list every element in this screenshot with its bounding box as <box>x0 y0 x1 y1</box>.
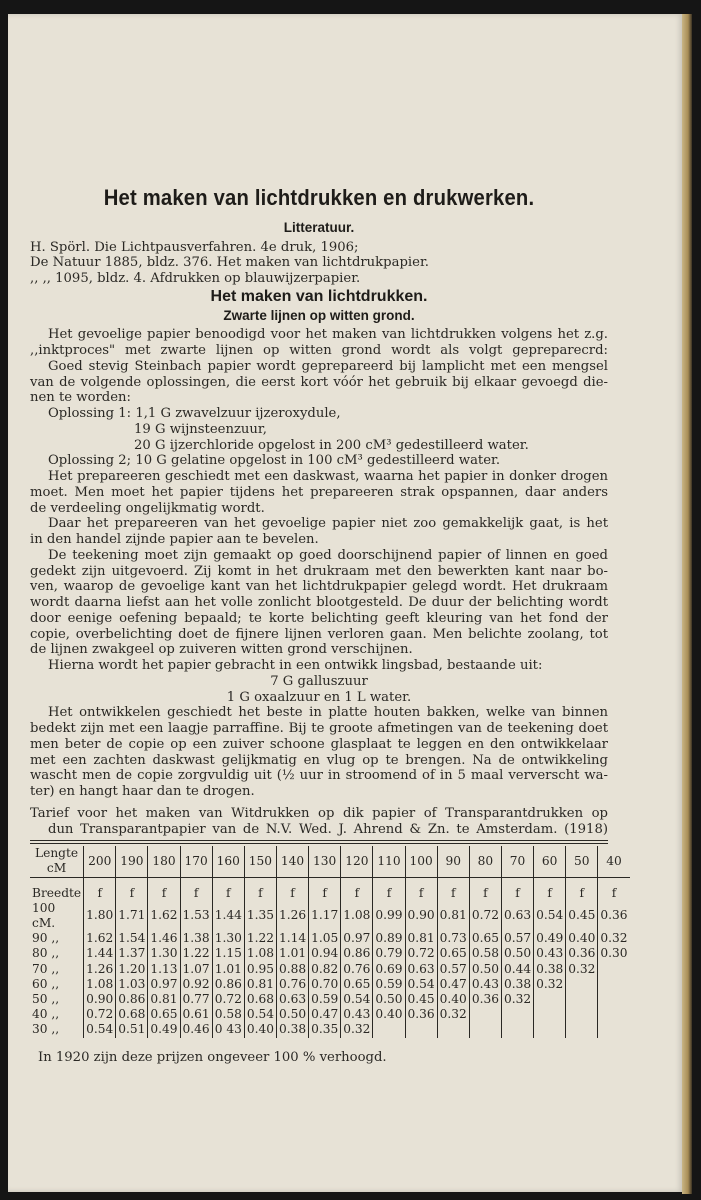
price-cell: 0.69 <box>373 962 405 977</box>
text-line: copie, overbelichting doet de fijnere lijnen verloren gaan. Men belichte zoolang, tot <box>30 626 608 642</box>
price-cell: 0.72 <box>212 992 244 1007</box>
price-cell: 0.77 <box>180 992 212 1007</box>
price-cell: 1.53 <box>180 901 212 931</box>
price-cell: 0.72 <box>84 1007 116 1022</box>
text-line: dun Transparantpapier van de N.V. Wed. J. Ahrend & Zn. te Amsterdam. (1918) <box>48 821 608 837</box>
section-subheading: Zwarte lijnen op witten grond. <box>223 307 415 323</box>
price-cell: 0.65 <box>437 946 469 961</box>
currency-cell: f <box>84 877 116 901</box>
literature-heading: Litteratuur. <box>283 219 355 235</box>
intro-paragraph <box>30 327 608 406</box>
price-cell: 0.90 <box>84 992 116 1007</box>
currency-cell: f <box>534 877 566 901</box>
price-cell: 0.99 <box>373 901 405 931</box>
text-line: Tarief voor het maken van Witdrukken op dik papier of Transparantdrukken op <box>30 805 608 821</box>
length-column-header: 40 <box>598 846 630 877</box>
price-cell: 1.26 <box>276 901 308 931</box>
price-cell: 0 43 <box>212 1022 244 1037</box>
price-cell: 0.43 <box>469 977 501 992</box>
price-cell: 1.30 <box>148 946 180 961</box>
table-row <box>30 962 630 977</box>
price-cell <box>373 1022 405 1037</box>
price-cell: 0.65 <box>341 977 373 992</box>
length-column-header: 60 <box>534 846 566 877</box>
text-line: men beter de copie op een zuiver schoone glasplaat te leggen en den ontwikkelaar <box>30 736 608 752</box>
text-line: wascht men de copie zorgvuldig uit (½ uur in stroomend of in 5 maal ververscht wa- <box>30 768 608 784</box>
currency-cell: f <box>566 877 598 901</box>
price-cell: 0.50 <box>276 1007 308 1022</box>
developing-bath <box>30 674 608 706</box>
price-cell: 1.80 <box>84 901 116 931</box>
price-cell <box>405 1022 437 1037</box>
price-cell: 0.51 <box>116 1022 148 1037</box>
text-line: Daar het prepareeren van het gevoelige papier niet zoo gemakkelijk gaat, is het <box>48 516 608 532</box>
price-cell: 0.94 <box>309 946 341 961</box>
tariff-caption <box>30 806 608 838</box>
price-cell: 1.62 <box>84 931 116 946</box>
price-cell: 1.13 <box>148 962 180 977</box>
price-cell: 0.32 <box>341 1022 373 1037</box>
literature-ref: ,, ,, 1095, bldz. 4. Afdrukken op blauwijzerpapier. <box>30 271 361 286</box>
text-line: moet. Men moet het papier tijdens het prepareeren strak opspannen, daar anders <box>30 484 608 500</box>
price-cell: 1.44 <box>212 901 244 931</box>
price-cell: 1.01 <box>212 962 244 977</box>
price-cell: 1.05 <box>309 931 341 946</box>
text-line: Het prepareeren geschiedt met een daskwast, waarna het papier in donker drogen <box>48 469 608 484</box>
currency-cell: f <box>598 877 630 901</box>
currency-cell: f <box>309 877 341 901</box>
price-cell <box>534 992 566 1007</box>
price-cell: 1.08 <box>341 901 373 931</box>
price-cell: 1.08 <box>244 946 276 961</box>
price-cell: 0.40 <box>244 1022 276 1037</box>
table-header-row <box>30 846 630 877</box>
price-cell: 0.54 <box>244 1007 276 1022</box>
price-cell: 0.57 <box>501 931 533 946</box>
price-cell: 0.59 <box>309 992 341 1007</box>
table-row <box>30 992 630 1007</box>
currency-cell: f <box>212 877 244 901</box>
price-cell: 0.43 <box>534 946 566 961</box>
price-cell: 1.22 <box>244 931 276 946</box>
price-cell: 1.15 <box>212 946 244 961</box>
price-table <box>30 846 630 1037</box>
width-cell: 80 ,, <box>32 946 60 961</box>
price-cell: 0.36 <box>469 992 501 1007</box>
text-line: nen te worden: <box>30 390 131 406</box>
price-cell <box>501 1007 533 1022</box>
width-cell: 50 ,, <box>32 992 60 1007</box>
literature-ref: De Natuur 1885, bldz. 376. Het maken van lichtdrukpapier. <box>30 255 429 271</box>
price-cell <box>469 1022 501 1037</box>
currency-cell: f <box>341 877 373 901</box>
price-cell: 0.82 <box>309 962 341 977</box>
literature-ref: H. Spörl. Die Lichtpausverfahren. 4e druk, 1906; <box>30 239 359 255</box>
length-column-header: 120 <box>341 846 373 877</box>
length-column-header: 170 <box>180 846 212 877</box>
price-footnote: In 1920 zijn deze prijzen ongeveer 100 % verhoogd. <box>38 1049 387 1065</box>
price-cell: 1.03 <box>116 977 148 992</box>
length-column-header: 200 <box>84 846 116 877</box>
currency-cell: f <box>437 877 469 901</box>
text-line: door eenige oefening bepaald; te korte belichting geeft kleuring van het fond der <box>30 610 608 626</box>
price-cell: 0.61 <box>180 1007 212 1022</box>
length-header-label: Lengte <box>35 846 79 861</box>
width-cell: 30 ,, <box>32 1022 60 1037</box>
bath-ingredient: 1 G oxaalzuur en 1 L water. <box>226 689 412 705</box>
price-cell: 0.32 <box>566 962 598 977</box>
length-column-header: 130 <box>309 846 341 877</box>
currency-cell: f <box>116 877 148 901</box>
price-cell: 0.79 <box>373 946 405 961</box>
solution-line: Oplossing 2; 10 G gelatine opgelost in 100 cM³ gedestilleerd water. <box>48 453 501 469</box>
table-row <box>30 931 630 946</box>
price-cell: 0.40 <box>373 1007 405 1022</box>
price-cell: 0.86 <box>341 946 373 961</box>
price-cell: 0.30 <box>598 946 630 961</box>
price-cell: 1.71 <box>116 901 148 931</box>
solution-line: 20 G ijzerchloride opgelost in 200 cM³ gedestilleerd water. <box>134 437 529 453</box>
price-cell <box>566 977 598 992</box>
length-column-header: 140 <box>276 846 308 877</box>
price-cell <box>598 962 630 977</box>
price-cell: 0.32 <box>534 977 566 992</box>
price-cell: 0.40 <box>566 931 598 946</box>
price-cell: 1.14 <box>276 931 308 946</box>
price-cell <box>598 992 630 1007</box>
price-cell <box>437 1022 469 1037</box>
price-cell: 0.59 <box>373 977 405 992</box>
price-cell: 0.97 <box>148 977 180 992</box>
price-cell: 0.49 <box>534 931 566 946</box>
price-cell: 0.32 <box>501 992 533 1007</box>
text-line: Hierna wordt het papier gebracht in een ontwikk lingsbad, bestaande uit: <box>48 658 543 673</box>
solution-line: Oplossing 1: 1,1 G zwavelzuur ijzeroxydule, <box>48 406 341 421</box>
developing-paragraph <box>30 705 608 800</box>
price-cell: 0.38 <box>501 977 533 992</box>
price-cell: 0.36 <box>405 1007 437 1022</box>
price-cell <box>501 1022 533 1037</box>
price-cell: 0.92 <box>180 977 212 992</box>
table-row <box>30 1007 630 1022</box>
text-line: in den handel zijnde papier aan te bevelen. <box>30 532 319 547</box>
price-cell: 1.20 <box>116 962 148 977</box>
width-cell: 90 ,, <box>32 931 60 946</box>
price-cell: 0.49 <box>148 1022 180 1037</box>
price-cell <box>534 1022 566 1037</box>
book-page <box>8 14 684 1192</box>
length-column-header: 70 <box>501 846 533 877</box>
price-cell: 0.47 <box>309 1007 341 1022</box>
page-content <box>30 185 628 1065</box>
price-cell: 0.57 <box>437 962 469 977</box>
price-cell: 1.01 <box>276 946 308 961</box>
price-cell: 0.95 <box>244 962 276 977</box>
price-cell: 0.89 <box>373 931 405 946</box>
price-cell: 0.97 <box>341 931 373 946</box>
price-cell <box>534 1007 566 1022</box>
solutions-list <box>30 406 608 469</box>
length-column-header: 90 <box>437 846 469 877</box>
table-row <box>30 901 630 931</box>
price-cell <box>598 1022 630 1037</box>
price-cell: 0.54 <box>405 977 437 992</box>
currency-cell: f <box>373 877 405 901</box>
price-cell: 0.86 <box>116 992 148 1007</box>
price-cell: 0.54 <box>534 901 566 931</box>
price-cell: 1.35 <box>244 901 276 931</box>
price-cell: 0.47 <box>437 977 469 992</box>
price-cell: 0.38 <box>276 1022 308 1037</box>
width-header: Breedte <box>32 885 82 900</box>
bath-ingredient: 7 G galluszuur <box>270 673 368 689</box>
price-cell <box>598 977 630 992</box>
price-cell: 0.45 <box>566 901 598 931</box>
text-line: de verdeeling ongelijkmatig wordt. <box>30 500 265 516</box>
length-column-header: 50 <box>566 846 598 877</box>
price-cell: 0.73 <box>437 931 469 946</box>
text-line: van de volgende oplossingen, die eerst kort vóór het gebruik bij elkaar gevoegd die- <box>30 374 608 390</box>
price-cell: 0.63 <box>501 901 533 931</box>
price-cell: 0.32 <box>437 1007 469 1022</box>
text-line: gedekt zijn uitgevoerd. Zij komt in het drukraam met den bewerkten kant naar bo- <box>30 563 608 579</box>
text-line: ,,inktproces" met zwarte lijnen op witten grond wordt als volgt gepreparecrd: <box>30 343 608 358</box>
price-cell: 0.88 <box>276 962 308 977</box>
price-cell: 0.65 <box>469 931 501 946</box>
price-cell: 0.72 <box>469 901 501 931</box>
price-cell: 0.72 <box>405 946 437 961</box>
text-line: de lijnen zwakgeel op zuiveren witten grond verschijnen. <box>30 642 413 658</box>
price-cell: 0.54 <box>84 1022 116 1037</box>
price-cell: 1.37 <box>116 946 148 961</box>
table-top-rule <box>30 840 608 844</box>
price-cell: 0.68 <box>116 1007 148 1022</box>
price-cell: 0.45 <box>405 992 437 1007</box>
book-edge <box>682 14 692 1194</box>
price-cell <box>566 1007 598 1022</box>
price-cell: 0.50 <box>501 946 533 961</box>
price-cell: 0.68 <box>244 992 276 1007</box>
text-line: wordt daarna liefst aan het volle zonlicht blootgesteld. De duur der belichting wordt <box>30 595 608 610</box>
price-cell: 0.36 <box>598 901 630 931</box>
length-column-header: 160 <box>212 846 244 877</box>
length-column-header: 110 <box>373 846 405 877</box>
price-cell: 1.26 <box>84 962 116 977</box>
table-row <box>30 1022 630 1037</box>
price-cell: 0.70 <box>309 977 341 992</box>
price-cell <box>566 1022 598 1037</box>
length-header <box>30 846 84 877</box>
length-column-header: 80 <box>469 846 501 877</box>
price-cell: 0.81 <box>405 931 437 946</box>
currency-cell: f <box>244 877 276 901</box>
length-column-header: 150 <box>244 846 276 877</box>
price-cell: 0.86 <box>212 977 244 992</box>
text-line: Het gevoelige papier benoodigd voor het maken van lichtdrukken volgens het z.g. <box>48 327 608 343</box>
literature-list <box>30 240 608 287</box>
price-cell: 1.46 <box>148 931 180 946</box>
table-row <box>30 946 630 961</box>
text-line: met een zachten daskwast gelijkmatig en vlug op te brengen. Na de ontwikkeling <box>30 752 608 768</box>
price-cell <box>598 1007 630 1022</box>
price-cell: 0.35 <box>309 1022 341 1037</box>
width-cell: 40 ,, <box>32 1007 60 1022</box>
price-cell: 0.50 <box>373 992 405 1007</box>
price-cell: 0.58 <box>212 1007 244 1022</box>
price-cell: 1.07 <box>180 962 212 977</box>
price-cell: 0.81 <box>437 901 469 931</box>
currency-cell: f <box>405 877 437 901</box>
text-line: De teekening moet zijn gemaakt op goed doorschijnend papier of linnen en goed <box>48 547 608 563</box>
currency-cell: f <box>501 877 533 901</box>
price-cell: 0.40 <box>437 992 469 1007</box>
page-title: Het maken van lichtdrukken en drukwerken. <box>103 185 535 210</box>
price-cell: 1.38 <box>180 931 212 946</box>
price-cell: 0.76 <box>341 962 373 977</box>
text-line: ter) en hangt haar dan te drogen. <box>30 784 255 799</box>
price-cell: 0.76 <box>276 977 308 992</box>
price-cell: 1.17 <box>309 901 341 931</box>
price-cell: 0.90 <box>405 901 437 931</box>
currency-cell: f <box>276 877 308 901</box>
table-row <box>30 977 630 992</box>
price-cell: 0.81 <box>148 992 180 1007</box>
price-cell: 0.54 <box>341 992 373 1007</box>
text-line: ven, waarop de gevoelige kant van het lichtdrukpapier gelegd wordt. Het drukraam <box>30 579 608 595</box>
procedure-paragraphs <box>30 469 608 674</box>
width-cell: 70 ,, <box>32 961 60 976</box>
solution-line: 19 G wijnsteenzuur, <box>134 421 267 437</box>
price-cell: 0.36 <box>566 946 598 961</box>
price-cell: 0.50 <box>469 962 501 977</box>
price-cell: 0.32 <box>598 931 630 946</box>
price-cell: 1.08 <box>84 977 116 992</box>
price-cell <box>566 992 598 1007</box>
text-line: Het ontwikkelen geschiedt het beste in platte houten bakken, welke van binnen <box>48 705 608 721</box>
section-heading: Het maken van lichtdrukken. <box>210 287 428 305</box>
price-cell: 1.44 <box>84 946 116 961</box>
currency-cell: f <box>469 877 501 901</box>
length-column-header: 100 <box>405 846 437 877</box>
price-cell: 0.63 <box>405 962 437 977</box>
length-column-header: 180 <box>148 846 180 877</box>
price-cell: 0.44 <box>501 962 533 977</box>
price-cell: 0.58 <box>469 946 501 961</box>
price-cell: 0.46 <box>180 1022 212 1037</box>
text-line: Goed stevig Steinbach papier wordt geprepareerd bij lamplicht met een mengsel <box>48 358 608 374</box>
price-cell: 1.30 <box>212 931 244 946</box>
width-cell: 100 cM. <box>32 900 56 931</box>
text-line: bedekt zijn met een laagje parraffine. Bij te groote afmetingen van de teekening doet <box>30 721 608 736</box>
currency-cell: f <box>180 877 212 901</box>
currency-cell: f <box>148 877 180 901</box>
price-cell <box>469 1007 501 1022</box>
width-cell: 60 ,, <box>32 976 60 991</box>
price-cell: 0.38 <box>534 962 566 977</box>
price-cell: 0.65 <box>148 1007 180 1022</box>
length-column-header: 190 <box>116 846 148 877</box>
unit-row <box>30 877 630 901</box>
price-cell: 0.43 <box>341 1007 373 1022</box>
price-cell: 1.62 <box>148 901 180 931</box>
length-header-unit: cM <box>46 861 67 876</box>
price-cell: 0.81 <box>244 977 276 992</box>
price-cell: 1.54 <box>116 931 148 946</box>
price-cell: 1.22 <box>180 946 212 961</box>
price-cell: 0.63 <box>276 992 308 1007</box>
